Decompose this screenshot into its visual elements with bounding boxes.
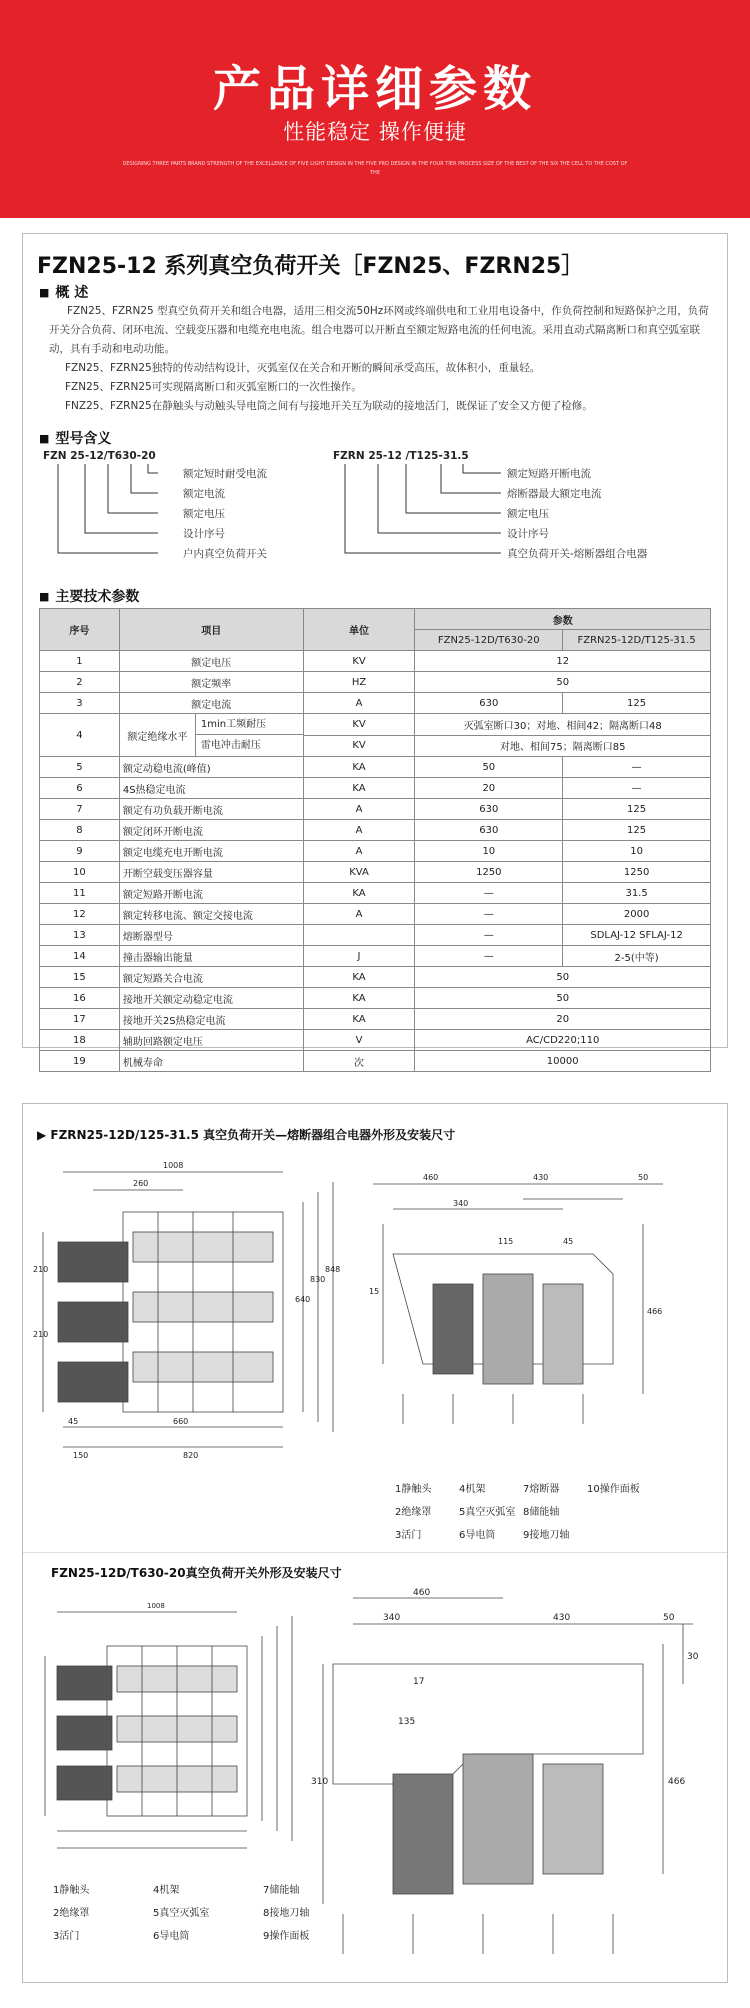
table-row (40, 693, 711, 714)
cell: 撞击器输出能量 (119, 946, 303, 967)
page-title: FZN25-12 系列真空负荷开关［FZN25、FZRN25］ (37, 254, 584, 279)
cell: 11 (40, 883, 120, 904)
legend-item: 4机架 (153, 1885, 180, 1896)
table-row (40, 883, 711, 904)
legend-item: 6导电筒 (153, 1931, 190, 1942)
legend-item: 3活门 (395, 1530, 422, 1541)
model-right-label: 真空负荷开关-熔断器组合电器 (507, 548, 648, 560)
cell: 20 (415, 778, 563, 799)
legend-item: 3活门 (53, 1931, 80, 1942)
table-row (40, 988, 711, 1009)
legend-item: 7熔断器 (523, 1484, 560, 1495)
table-row (40, 757, 711, 778)
cell-label: 额定绝缘水平 (120, 714, 196, 756)
table-row (40, 841, 711, 862)
dim-label: 460 (413, 1588, 431, 1598)
drawing1-side-view (363, 1164, 713, 1464)
col-no: 序号 (40, 609, 120, 651)
overview-p2: FZN25、FZRN25独特的传动结构设计，灭弧室仅在关合和开断的瞬间承受高压，故体积小，重量轻。 (65, 362, 541, 374)
cell: KA (303, 967, 415, 988)
cell: 额定电压 (119, 651, 303, 672)
cell: 16 (40, 988, 120, 1009)
table-row (40, 672, 711, 693)
cell: 20 (415, 1009, 711, 1030)
drawing1-front-view (33, 1152, 363, 1472)
dim-label: 30 (687, 1652, 699, 1662)
cell: 13 (40, 925, 120, 946)
dim-label: 830 (310, 1275, 326, 1284)
table-row (40, 778, 711, 799)
model-right-label: 设计序号 (507, 528, 549, 540)
drawing2-side-view (313, 1584, 713, 1969)
legend-item: 7储能轴 (263, 1885, 300, 1896)
col-item: 项目 (119, 609, 303, 651)
dim-label: 115 (498, 1237, 514, 1246)
cell: 额定动稳电流(峰值) (119, 757, 303, 778)
cell: V (303, 1030, 415, 1051)
cell: 熔断器型号 (119, 925, 303, 946)
cell: 630 (415, 820, 563, 841)
cell: 次 (303, 1051, 415, 1072)
cell: 125 (563, 693, 711, 714)
dim-label: 466 (647, 1307, 663, 1316)
cell: 额定有功负载开断电流 (119, 799, 303, 820)
dim-label: 50 (638, 1173, 649, 1182)
cell: 辅助回路额定电压 (119, 1030, 303, 1051)
cell: — (563, 778, 711, 799)
model-code-right: FZRN 25-12 /T125-31.5 (333, 450, 469, 462)
legend-item: 4机架 (459, 1484, 486, 1495)
overview-heading: ■ 概 述 (39, 282, 88, 302)
cell: 125 (563, 799, 711, 820)
model-left-label: 额定电压 (183, 508, 225, 520)
cell: 3 (40, 693, 120, 714)
dim-label: 15 (369, 1287, 380, 1296)
cell: 31.5 (563, 883, 711, 904)
table-row (40, 946, 711, 967)
cell: 5 (40, 757, 120, 778)
specs-heading: ■ 主要技术参数 (39, 586, 139, 606)
drawing2-legend (53, 1881, 373, 1942)
model-left-label: 设计序号 (183, 528, 225, 540)
cell: 4 (40, 714, 120, 757)
cell: KA (303, 1009, 415, 1030)
spec-table (39, 608, 711, 1072)
overview-p3: FZN25、FZRN25可实现隔离断口和灭弧室断口的一次性操作。 (65, 381, 362, 393)
col-model-2: FZRN25-12D/T125-31.5 (563, 630, 711, 651)
dim-label: 310 (311, 1777, 329, 1787)
table-header-row (40, 609, 711, 630)
drawings-panel (22, 1103, 728, 1983)
cell: 额定电流 (119, 693, 303, 714)
cell: 额定转移电流、额定交接电流 (119, 904, 303, 925)
cell: 15 (40, 967, 120, 988)
banner-title: 产品详细参数 (212, 61, 537, 117)
cell: 额定频率 (119, 672, 303, 693)
legend-item: 10操作面板 (587, 1484, 640, 1495)
dim-label: 1008 (163, 1161, 184, 1170)
cell-label: 雷电冲击耐压 (200, 740, 261, 751)
cell: KA (303, 778, 415, 799)
model-lines (23, 446, 729, 586)
cell: 18 (40, 1030, 120, 1051)
cell: HZ (303, 672, 415, 693)
legend-item: 2绝缘罩 (395, 1507, 432, 1518)
dim-label: 260 (133, 1179, 149, 1188)
cell: 接地开关额定动稳定电流 (119, 988, 303, 1009)
cell (119, 714, 303, 757)
dim-label: 430 (533, 1173, 549, 1182)
dim-label: 150 (73, 1451, 89, 1460)
cell: 10 (40, 862, 120, 883)
legend-item: 5真空灭弧室 (459, 1507, 516, 1518)
cell: 8 (40, 820, 120, 841)
cell: AC/CD220;110 (415, 1030, 711, 1051)
table-row (40, 799, 711, 820)
dim-label: 460 (423, 1173, 439, 1182)
cell: 630 (415, 693, 563, 714)
dim-label: 50 (663, 1613, 675, 1623)
table-row (40, 820, 711, 841)
model-left-label: 额定短时耐受电流 (183, 468, 267, 480)
cell: 2 (40, 672, 120, 693)
cell: 开断空载变压器容量 (119, 862, 303, 883)
dim-label: 340 (383, 1613, 401, 1623)
model-right-label: 熔断器最大额定电流 (507, 488, 602, 500)
cell: 125 (563, 820, 711, 841)
cell: 2000 (563, 904, 711, 925)
cell: 1250 (563, 862, 711, 883)
cell: J (303, 946, 415, 967)
col-model-1: FZN25-12D/T630-20 (415, 630, 563, 651)
cell: — (415, 883, 563, 904)
cell: 630 (415, 799, 563, 820)
cell: 9 (40, 841, 120, 862)
overview-p1: FZN25、FZRN25 型真空负荷开关和组合电器，适用三相交流50Hz环网或终端供电和工业用电设备中，作负荷控制和短路保护之用，负荷开关分合负荷、闭环电流、空载变压器和电缆充电电流。组合电器可以开断直至额定短路电流的任何电流。采用直动式隔离断口和真空弧室联动，具有手动和电动功能。 (49, 305, 709, 355)
cell: — (563, 757, 711, 778)
dim-label: 466 (668, 1777, 686, 1787)
cell: A (303, 904, 415, 925)
cell: 额定短路关合电流 (119, 967, 303, 988)
banner-english: DESIGNING THREE PARTS BRAND STRENGTH OF THE EXCELLENCE OF FIVE LIGHT DESIGN IN THE FIVE PRO DESIGN IN THE FOUR TIER PROCESS SIZE OF THE BEST OF THE SIX THE CELL TO THE COST OF THE (122, 161, 628, 176)
table-row (40, 925, 711, 946)
dim-label: 45 (563, 1237, 574, 1246)
cell: 2-5(中等) (563, 946, 711, 967)
cell: 50 (415, 672, 711, 693)
table-row (40, 904, 711, 925)
cell: 额定电缆充电开断电流 (119, 841, 303, 862)
table-row (40, 967, 711, 988)
dim-label: 17 (413, 1677, 425, 1687)
dim-label: 210 (33, 1265, 49, 1274)
legend-item: 1静触头 (395, 1484, 432, 1495)
spec-panel (22, 233, 728, 1069)
cell: 14 (40, 946, 120, 967)
cell: 50 (415, 757, 563, 778)
legend-item: 5真空灭弧室 (153, 1908, 210, 1919)
cell: KA (303, 883, 415, 904)
dim-label: 660 (173, 1417, 189, 1426)
cell: 1 (40, 651, 120, 672)
cell: 50 (415, 988, 711, 1009)
drawing2-title: FZN25-12D/T630-20真空负荷开关外形及安装尺寸 (51, 1566, 342, 1580)
cell: — (415, 904, 563, 925)
dim-label: 848 (325, 1265, 341, 1274)
cell: 对地、相间75；隔离断口85 (415, 735, 711, 757)
table-row (40, 714, 711, 736)
overview-p4: FNZ25、FZRN25在静触头与动触头导电筒之间有与接地开关互为联动的接地活门，既保证了安全又方便了检修。 (65, 400, 593, 412)
cell: 10000 (415, 1051, 711, 1072)
cell: KA (303, 757, 415, 778)
dim-label: 135 (398, 1717, 416, 1727)
cell: — (415, 946, 563, 967)
table-row (40, 862, 711, 883)
cell: A (303, 693, 415, 714)
drawing1-title: ▶ FZRN25-12D/125-31.5 真空负荷开关—熔断器组合电器外形及安装尺寸 (37, 1128, 456, 1142)
cell: 4S热稳定电流 (119, 778, 303, 799)
dim-label: 1008 (147, 1602, 165, 1610)
cell: 12 (40, 904, 120, 925)
cell: KV (303, 735, 415, 757)
cell: 1250 (415, 862, 563, 883)
cell: A (303, 841, 415, 862)
cell: KV (303, 714, 415, 736)
legend-item: 8储能轴 (523, 1507, 560, 1518)
legend-item: 6导电筒 (459, 1530, 496, 1541)
legend-item: 8接地刀轴 (263, 1908, 310, 1919)
legend-item: 9操作面板 (263, 1931, 310, 1942)
dim-label: 210 (33, 1330, 49, 1339)
cell: 17 (40, 1009, 120, 1030)
model-left-label: 户内真空负荷开关 (183, 548, 267, 560)
cell: SDLAJ-12 SFLAJ-12 (563, 925, 711, 946)
cell: 19 (40, 1051, 120, 1072)
cell: 10 (415, 841, 563, 862)
cell: 10 (563, 841, 711, 862)
drawing1-title-text: FZRN25-12D/125-31.5 真空负荷开关—熔断器组合电器外形及安装尺寸 (50, 1128, 456, 1142)
cell: 接地开关2S热稳定电流 (119, 1009, 303, 1030)
dim-label: 45 (68, 1417, 79, 1426)
cell: 50 (415, 967, 711, 988)
drawing1-legend (395, 1480, 677, 1541)
banner (0, 0, 750, 218)
dim-label: 430 (553, 1613, 571, 1623)
drawing2-front-view (37, 1596, 307, 1866)
cell (303, 925, 415, 946)
model-code-left: FZN 25-12/T630-20 (43, 450, 156, 462)
legend-item: 1静触头 (53, 1885, 90, 1896)
table-row (40, 651, 711, 672)
cell: 6 (40, 778, 120, 799)
cell: 机械寿命 (119, 1051, 303, 1072)
legend-item: 9接地刀轴 (523, 1530, 570, 1541)
cell: 额定闭环开断电流 (119, 820, 303, 841)
legend-item: 2绝缘罩 (53, 1908, 90, 1919)
col-unit: 单位 (303, 609, 415, 651)
cell: A (303, 799, 415, 820)
cell: 12 (415, 651, 711, 672)
cell: 额定短路开断电流 (119, 883, 303, 904)
dim-label: 340 (453, 1199, 469, 1208)
cell: KV (303, 651, 415, 672)
cell: KA (303, 988, 415, 1009)
model-left-label: 额定电流 (183, 488, 225, 500)
table-row (40, 1009, 711, 1030)
table-row (40, 1030, 711, 1051)
cell-label: 1min工频耐压 (196, 714, 303, 735)
cell: — (415, 925, 563, 946)
table-row (40, 1051, 711, 1072)
col-params: 参数 (415, 609, 711, 630)
cell: 灭弧室断口30；对地、相间42；隔离断口48 (415, 714, 711, 736)
model-right-label: 额定短路开断电流 (507, 468, 591, 480)
cell: KVA (303, 862, 415, 883)
cell: 7 (40, 799, 120, 820)
dim-label: 640 (295, 1295, 311, 1304)
dim-label: 820 (183, 1451, 199, 1460)
model-right-label: 额定电压 (507, 508, 549, 520)
model-heading: ■ 型号含义 (39, 428, 111, 448)
banner-subtitle: 性能稳定 操作便捷 (283, 120, 467, 144)
cell: A (303, 820, 415, 841)
